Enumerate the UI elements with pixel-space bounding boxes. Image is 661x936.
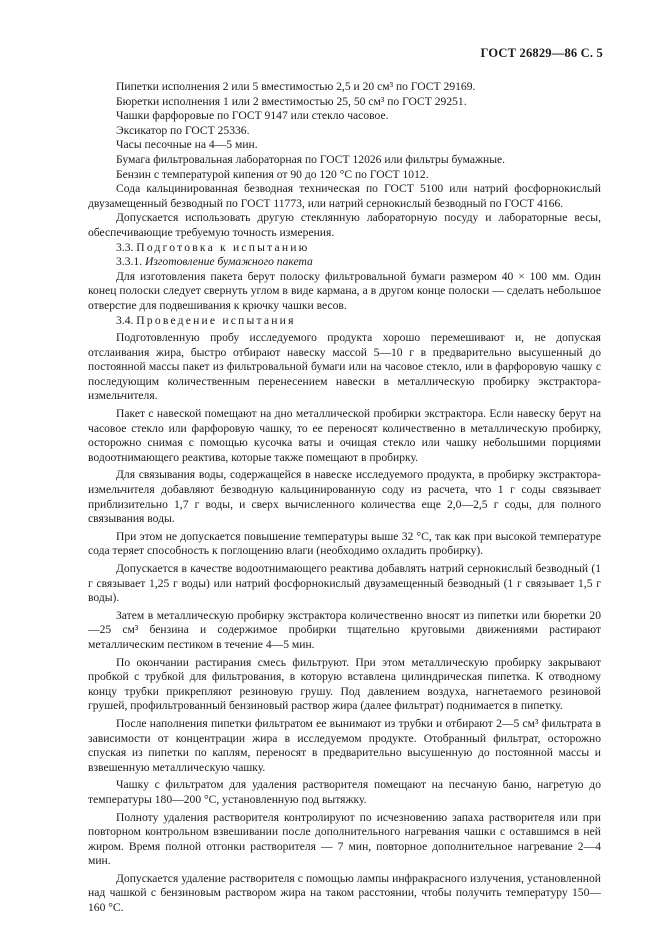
section-heading-3-4 xyxy=(88,314,601,329)
equipment-item: Бумага фильтровальная лабораторная по ГОСТ 12026 или фильтры бумажные. xyxy=(116,152,506,166)
equipment-item: Эксикатор по ГОСТ 25336. xyxy=(116,123,250,137)
paragraph: Чашку с фильтратом для удаления растворителя помещают на песчаную баню, нагретую до температуры 180—200 °С, установленную под вытяжку. xyxy=(88,778,601,806)
subsection-title: Изготовление бумажного пакета xyxy=(145,255,313,269)
equipment-item: Чашки фарфоровые по ГОСТ 9147 или стекло часовое. xyxy=(116,109,389,123)
equipment-list xyxy=(88,80,601,182)
page-header: ГОСТ 26829—86 С. 5 xyxy=(480,46,603,60)
paragraph: Полноту удаления растворителя контролируют по исчезновению запаха растворителя или при повторном контрольном взвешивании после дополнительного нагревания чашки с оставшимся в ней жиром. Время полной отгонки растворителя — 7 мин, повторное дополнительное нагревание 2—4 мин. xyxy=(88,810,601,868)
paragraph: При этом не допускается повышение температуры выше 32 °С, так как при высокой температуре сода теряет способность к поглощению влаги (необходимо охладить пробирку). xyxy=(88,529,601,558)
section-title: Подготовка к испытанию xyxy=(136,240,310,254)
equipment-item: Часы песочные на 4—5 мин. xyxy=(116,138,258,152)
paragraph: Подготовленную пробу исследуемого продукта хорошо перемешивают и, не допуская отслаивания жира, быстро отбирают навеску массой 5—10 г в предварительно высушенный до постоянной массы пакет из фильтровальной бумаги или на часовое стекло, или в фарфоровую чашку с последующим количественным перенесением навески в металлическую пробирку экстрактора-измельчителя. xyxy=(88,331,601,403)
paragraph: После наполнения пипетки фильтратом ее вынимают из трубки и отбирают 2—5 см³ фильтрата в зависимости от концентрации жира в исследуемом продукте. Отобранный фильтрат, осторожно спуская из пипетки по каплям, переносят в предварительно высушенную до постоянной массы и взвешенную металлическую чашку. xyxy=(88,716,601,774)
equipment-item: Бензин с температурой кипения от 90 до 120 °С по ГОСТ 1012. xyxy=(116,167,429,181)
paragraph: Допускается удаление растворителя с помощью лампы инфракрасного излучения, установленной над чашкой с бензиновым раствором жира на таком расстоянии, чтобы получить температуру 150—160 °С. xyxy=(88,871,601,915)
subsection-number: 3.3.1. xyxy=(116,255,143,269)
paragraph: Затем в металлическую пробирку экстрактора количественно вносят из пипетки или бюретки 20—25 см³ бензина и содержимое пробирки тщательно круговыми движениями растирают металлическим пестиком в течение 4—5 мин. xyxy=(88,608,601,651)
section-number: 3.3. xyxy=(116,240,134,254)
section-number: 3.4. xyxy=(116,313,134,327)
paragraph: Для связывания воды, содержащейся в навеске исследуемого продукта, в пробирку экстрактора-измельчителя добавляют безводную кальцинированную соду из расчета, что 1 г соды связывает приблизительно 1,7 г воды, и сверх вычисленного количества еще 2,0—2,5 г соды, для полного связывания воды. xyxy=(88,468,601,526)
paragraph: По окончании растирания смесь фильтруют. При этом металлическую пробирку закрывают пробкой с трубкой для фильтрования, в которую вставлена цилиндрическая пипетка. К отводному концу трубки прикрепляют резиновую грушу. Под давлением воздуха, нагнетаемого резиновой грушей, профильтрованный бензиновый раствор жира (далее фильтрат) поднимается в пипетку. xyxy=(88,655,601,713)
paragraph-packet: Для изготовления пакета берут полоску фильтровальной бумаги размером 40 × 100 мм. Один конец полоски следует свернуть углом в виде кармана, а в другом конце полоски — сделать небольшое отверстие для подвешивания к крючку чашки весов. xyxy=(88,269,601,312)
paragraph-allowed: Допускается использовать другую стеклянную лабораторную посуду и лабораторные весы, обеспечивающие требуемую точность измерения. xyxy=(88,211,601,239)
paragraph: Пакет с навеской помещают на дно металлической пробирки экстрактора. Если навеску берут на часовое стекло или фарфоровую чашку, то ее переносят количественно в металлическую пробирку, осторожно снимая с помощью кусочка ваты и очищая стекло или чашку небольшими порциями водоотнимающего реактива, которые также помещают в пробирку. xyxy=(88,407,601,464)
paragraph: Допускается в качестве водоотнимающего реактива добавлять натрий сернокислый безводный (1 г связывает 1,25 г воды) или натрий фосфорнокислый двузамещенный безводный (1 г связывает 1,5 г воды). xyxy=(88,562,601,605)
section-title: Проведение испытания xyxy=(136,313,296,327)
document-body xyxy=(88,80,601,916)
section-heading-3-3 xyxy=(88,241,601,256)
paragraph-reagents: Сода кальцинированная безводная техническая по ГОСТ 5100 или натрий фосфорнокислый двузамещенный безводный по ГОСТ 11773, или натрий сернокислый безводный по ГОСТ 4166. xyxy=(88,182,601,210)
subsection-heading-3-3-1 xyxy=(88,255,601,270)
equipment-item: Бюретки исполнения 1 или 2 вместимостью 25, 50 см³ по ГОСТ 29251. xyxy=(116,94,467,108)
equipment-item: Пипетки исполнения 2 или 5 вместимостью 2,5 и 20 см³ по ГОСТ 29169. xyxy=(116,80,476,93)
